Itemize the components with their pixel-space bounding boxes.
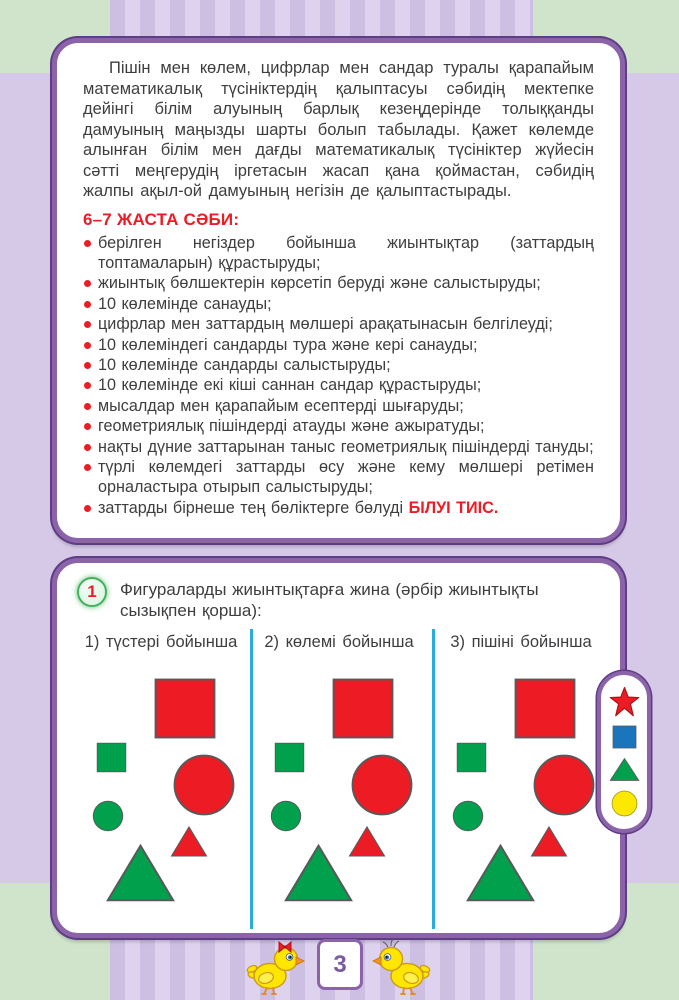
red-square-large-shape [331,677,395,740]
green-square-small-shape [274,742,305,773]
figure-column-3 [435,633,607,933]
legend-pill [597,671,651,833]
red-square-large-shape [153,677,217,740]
intro-paragraph: Пішін мен көлем, цифрлар мен сандар туралы қарапайым математикалық түсініктердің қалыптасуы сәбидің мектепке дейінгі білім алуының барлық кезеңдерінде толыққанды дамуының маңызды шарты болып табылады. Қажет көлемде алынған білім мен дағды математикалық түсініктер жүйесін сәтті меңгерудің іргетасын жасап қана қоймастан, сәбидің жалпы ақыл-ой дамуының негізін де қалыптастырады. [83,59,594,200]
task-instruction: Фигураларды жиынтықтарға жина (әрбір жиынтықты сызықпен қорша): [120,580,539,620]
requirement-final-text: заттарды бірнеше тең бөліктерге бөлуді [98,498,409,517]
green-square-small-shape [456,742,487,773]
requirement-item-final [83,498,594,518]
requirement-item: берілген негіздер бойынша жиынтықтар (заттардың топтамаларын) құрастыруды; [83,233,594,274]
yellow-circle-icon [611,790,638,817]
requirement-item: 10 көлемінде сандарды салыстыруды; [83,355,594,375]
requirement-item: цифрлар мен заттардың мөлшері арақатынасын белгілеуді; [83,314,594,334]
figure-column-2 [253,633,425,933]
red-circle-large-shape [532,753,596,817]
column-label: 1) түстері бойынша [84,633,238,651]
column-divider-2 [432,629,435,929]
chick-left-icon [243,938,305,996]
green-circle-small-shape [452,800,484,832]
requirements-heading: 6–7 ЖАСТА СӘБИ: [83,209,240,229]
requirement-item: жиынтық бөлшектерін көрсетіп беруді және салыстыруды; [83,273,594,293]
green-triangle-large-shape [465,842,536,904]
green-triangle-icon [609,757,640,782]
requirement-item: түрлі көлемдегі заттарды өсу және кему мөлшері ретімен орналастыра отырып салыстыруды; [83,457,594,498]
column-label: 2) көлемі бойынша [264,633,414,651]
task-number-badge: 1 [77,577,107,607]
requirements-list [83,233,594,519]
requirement-item: мысалдар мен қарапайым есептерді шығаруды; [83,396,594,416]
green-square-small-shape [96,742,127,773]
green-triangle-large-shape [105,842,176,904]
page-number-badge: 3 [317,939,363,990]
requirement-item: 10 көлемінде санауды; [83,294,594,314]
task-card [52,558,625,938]
column-label: 3) пішіні бойынша [450,633,592,651]
requirement-item: 10 көлеміндегі сандарды тура және кері санауды; [83,335,594,355]
green-triangle-large-shape [283,842,354,904]
blue-square-icon [612,725,637,749]
requirement-item: нақты дүние заттарынан таныс геометриялық пішіндерді тануды; [83,437,594,457]
red-square-large-shape [513,677,577,740]
green-circle-small-shape [92,800,124,832]
figure-column-1 [75,633,247,933]
chick-right-icon [372,938,434,996]
column-divider-1 [250,629,253,929]
red-circle-large-shape [172,753,236,817]
requirement-item: 10 көлемінде екі кіші саннан сандар құрастыруды; [83,375,594,395]
red-star-icon [609,687,640,717]
green-circle-small-shape [270,800,302,832]
requirement-item: геометриялық пішіндерді атауды және ажыратуды; [83,416,594,436]
intro-card [52,38,625,543]
red-circle-large-shape [350,753,414,817]
requirement-final-emphasis: БІЛУІ ТИІС. [408,498,499,517]
